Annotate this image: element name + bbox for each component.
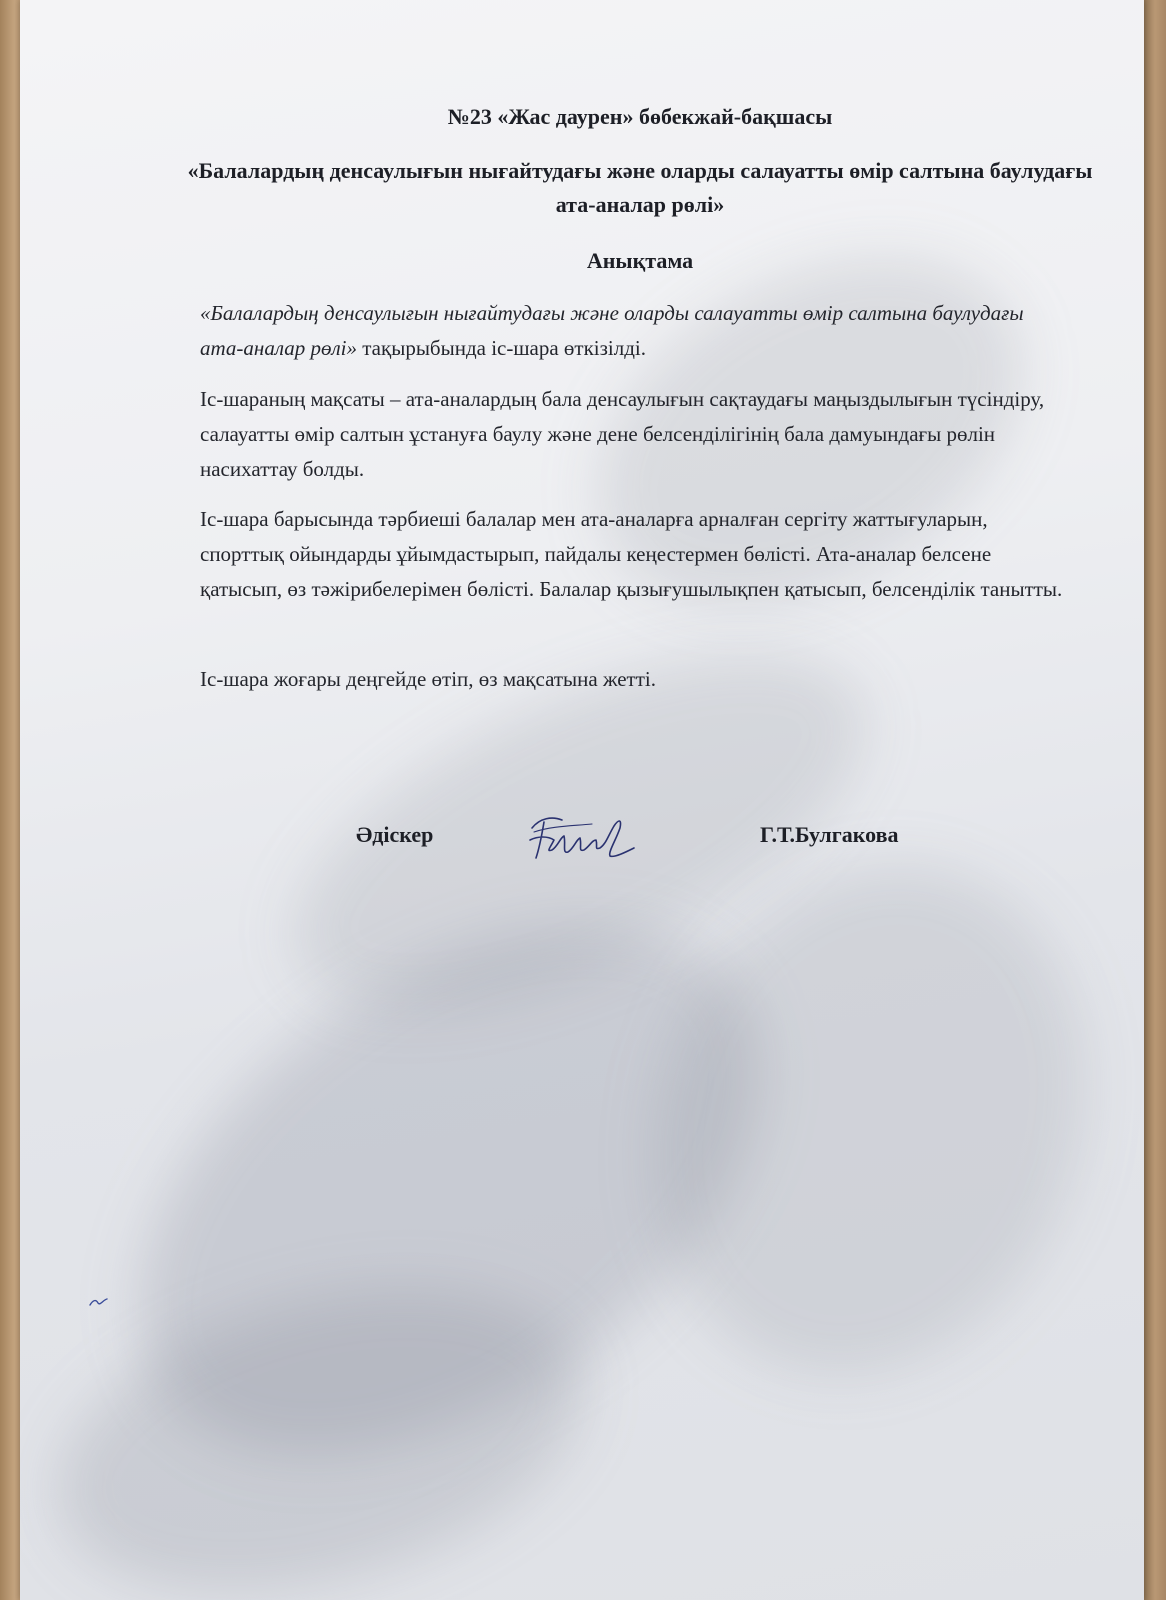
paper-sheet [20,0,1144,1600]
table-edge-right [1144,0,1166,1600]
intro-topic-italic: «Балалардың денсаулығын нығайтудағы және оларды салауатты өмір салтына баулудағы ата-аналар рөлі» [200,301,1024,360]
organization-heading: №23 «Жас даурен» бөбекжай-бақшасы [447,104,833,129]
ink-stain [88,1296,110,1308]
topic-heading: «Балалардың денсаулығын нығайтудағы және оларды салауатты өмір салтына баулудағы ата-аналар рөлі» [187,158,1093,217]
paragraph-goal: Іс-шараның мақсаты – ата-аналардың бала денсаулығын сақтаудағы маңыздылығын түсіндіру, салауатты өмір салтын ұстануға баулу және дене белсенділігінің бала дамуындағы рөлін насихаттау болды. [200,387,1045,481]
intro-rest: тақырыбында іс-шара өткізілді. [357,336,647,360]
paragraph-intro [200,296,1070,366]
document-title: Анықтама [586,248,694,273]
signatory-role: Әдіскер [356,822,434,847]
handwritten-signature [522,806,640,868]
paragraph-process: Іс-шара барысында тәрбиеші балалар мен ата-аналарға арналған сергіту жаттығуларын, спорттық ойындарды ұйымдастырып, пайдалы кеңестермен бөлісті. Ата-аналар белсене қатысып, өз тәжірибелерімен бөлісті. Балалар қызығушылықпен қатысып, белсенділік танытты. [200,507,1063,601]
paragraph-conclusion: Іс-шара жоғары деңгейде өтіп, өз мақсатына жетті. [200,667,656,691]
signatory-name: Г.Т.Булгакова [760,822,899,847]
